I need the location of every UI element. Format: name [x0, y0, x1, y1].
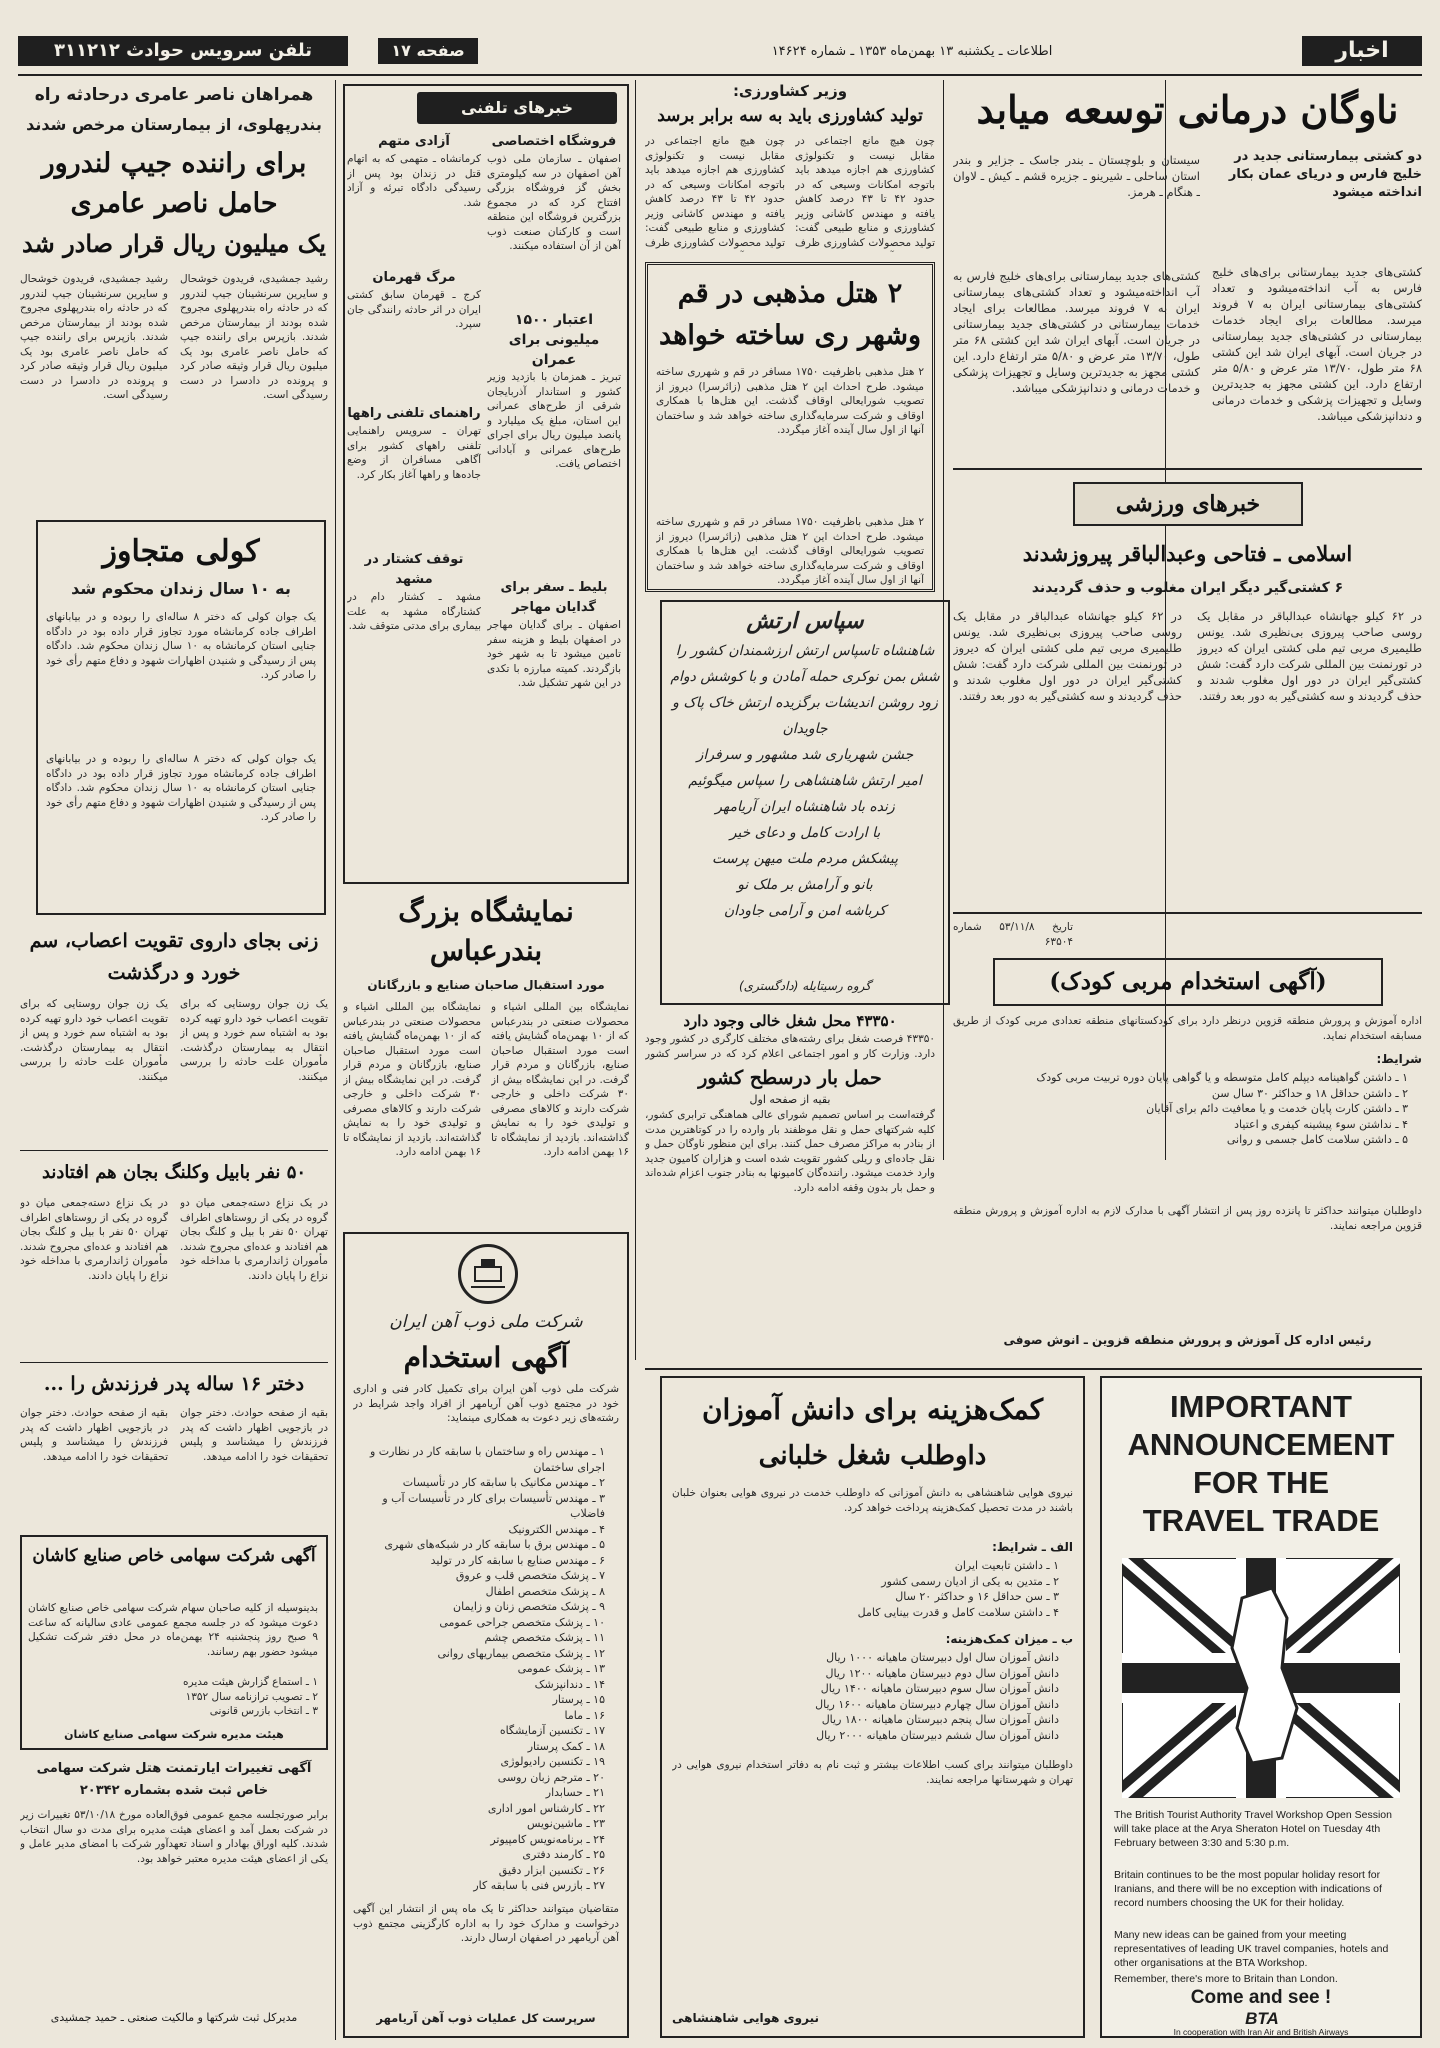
thanks-line: زنده باد شاهنشاه ایران آریامهر	[715, 799, 895, 815]
aid-rate: دانش آموزان سال دوم دبیرستان ماهیانه ۱۲۰۰ ریال	[825, 1666, 1059, 1680]
coolie-headline: کولی متجاوز	[102, 534, 260, 569]
condition-item: ۵ ـ داشتن سلامت کامل جسمی و روانی	[1226, 1133, 1408, 1146]
thanks-line: امیر ارتش شاهنشاهی را سپاس میگوئیم	[688, 773, 922, 789]
hotels-body: ۲ هتل مذهبی باظرفیت ۱۷۵۰ مسافر در قم و شهرری ساخته میشود. طرح احداث این ۲ هتل مذهبی (زائرسرا) دیروز از تصویب شورایعالی اوقاف گذشت. این هتل‌ها با همکاری اوقاف و شرکت سرمایه‌گذاری ساخته خواهد شد و ساختمان آنها از اول سال آینده آغاز میگردد.	[656, 366, 924, 436]
position-item: ۷ ـ پزشک متخصص قلب و عروق	[455, 1569, 605, 1582]
kashan-signature: هیئت مدیره شرکت سهامی صنایع کاشان	[64, 1728, 284, 1741]
bta-heading	[1102, 1388, 1420, 1548]
sports-article	[953, 478, 1422, 908]
hotels-body-cont: ۲ هتل مذهبی باظرفیت ۱۷۵۰ مسافر در قم و شهرری ساخته میشود. طرح احداث این ۲ هتل مذهبی (زائرسرا) دیروز از تصویب شورایعالی اوقاف گذشت. این هتل‌ها با همکاری اوقاف و شرکت سرمایه‌گذاری ساخته خواهد شد و ساختمان آنها از اول سال آینده آغاز میگردد.	[656, 516, 924, 585]
position-item: ۲۶ ـ تکنسین ابزار دقیق	[498, 1863, 605, 1877]
coolie-subhead: به ۱۰ سال زندان محکوم شد	[71, 579, 291, 598]
position-item: ۱۰ ـ پزشک متخصص جراحی عمومی	[439, 1615, 605, 1629]
aid-closing: داوطلبان میتوانند برای کسب اطلاعات بیشتر و ثبت نام به دفاتر استخدام نیروی هوایی در تهران و شهرستانها مراجعه نمایند.	[672, 1759, 1073, 1786]
cities-label: خبرهای تلفنی	[417, 92, 617, 124]
poison-body-a: یک زن جوان روستایی که برای تقویت اعصاب خود دارو تهیه کرده بود به اشتباه سم خورد و پس از انتقال به بیمارستان درگذشت. مأموران علت حادثه را بررسی میکنند.	[180, 998, 328, 1083]
registration-signature: مدیرکل ثبت شرکتها و مالکیت صنعتی ـ حمید جمشیدی	[50, 2011, 298, 2024]
aid-rate: دانش آموزان سال چهارم دبیرستان ماهیانه ۱۶۰۰ ریال	[815, 1697, 1059, 1711]
thanks-line: با ارادت کامل و دعای خیر	[729, 825, 881, 841]
exhibit-article	[343, 892, 629, 1222]
agenda-item: ۱ ـ استماع گزارش هیئت مدیره	[183, 1676, 318, 1688]
aid-rate: دانش آموزان سال پنجم دبیرستان ماهیانه ۱۸۰۰ ریال	[821, 1713, 1059, 1726]
position-item: ۲۰ ـ مترجم زبان روسی	[497, 1770, 605, 1784]
position-item: ۱۴ ـ دندانپزشک	[534, 1677, 605, 1691]
freight-body: گرفته‌است بر اساس تصمیم شورای عالی هماهنگی ترابری کشور، کلیه شرکتهای حمل و نقل موظفند بار وارده را در کوتاهترین مدت از بنادر به مراکز مصرف حمل کنند. برای این منظور ناوگان حمل و نقل جاده‌ای و ریلی کشور تقویت شده است و هزاران کامیون جدید وارد خدمت میشود. راننده‌گان کامیونها به بنادر جنوب اعزام شده‌اند و حمل بار بدون وقفه ادامه دارد.	[645, 1109, 935, 1194]
aid-condition: ۴ ـ داشتن سلامت کامل و قدرت بینایی کامل	[857, 1605, 1059, 1619]
bta-para-3: Many new ideas can be gained from your meeting representatives of leading UK travel companies, hotels and other organisations at the BTA Workshop.	[1114, 1929, 1389, 1969]
farming-body-a: چون هیچ مانع اجتماعی در مقابل نیست و تکنولوژی کشاورزی هم اجازه میدهد باید باتوجه امکانات وسیعی که در حدود ۴۲ تا ۴۳ درصد کاهش یافته و مهندس کاشانی وزیر کشاورزی و منابع طبیعی گفت: تولید محصولات کشاورزی ظرف	[795, 135, 935, 249]
city-item-title: آزادی متهم	[378, 134, 450, 149]
position-item: ۲ ـ مهندس مکانیک با سابقه کار در تأسیسات	[402, 1476, 605, 1489]
thanks-line: شاهنشاه تاسپاس ارتش ارزشمندان کشور را	[675, 643, 935, 659]
fleet-lead: دو کشتی بیمارستانی جدید در خلیج فارس و دریای عمان بکار انداخته میشود	[1228, 149, 1422, 200]
union-jack-icon	[1122, 1558, 1400, 1798]
position-item: ۱۵ ـ پرستار	[552, 1693, 605, 1706]
position-item: ۱۸ ـ کمک پرستار	[527, 1739, 605, 1753]
condition-item: ۱ ـ داشتن گواهینامه دیپلم کامل متوسطه و یا گواهی پایان دوره تربیت مربی کودک	[1036, 1071, 1408, 1084]
farming-kicker: وزیر کشاورزی:	[732, 82, 848, 100]
jobs-body: ۴۳۳۵۰ فرصت شغل برای رشته‌های مختلف کارگری در کشور وجود دارد. وزارت کار و امور اجتماعی اعلام کرد که در سراسر کشور	[645, 1033, 935, 1060]
exhibit-body-a: نمایشگاه بین المللی اشیاء و محصولات صنعتی در بندرعباس که از ۱۰ بهمن‌ماه گشایش یافته است مورد استقبال صاحبان صنایع، بازرگانان و مردم قرار گرفت. در این نمایشگاه بیش از ۳۰ شرکت داخلی و خارجی شرکت دارند و کالاهای مصرفی و تولیدی خود را به نمایش گذاشته‌اند. بازدید از نمایشگاه تا ۱۶ بهمن ادامه دارد.	[491, 1001, 629, 1158]
thanks-lines	[668, 638, 942, 968]
registration-ad	[20, 1758, 328, 2038]
city-item-title: اعتبار ۱۵۰۰ میلیونی برای عمران	[508, 312, 600, 368]
farming-article	[645, 80, 935, 255]
position-item: ۱۶ ـ ماما	[564, 1708, 605, 1722]
thanks-line: بانو و آرامش بر ملک نو	[737, 877, 873, 893]
kashan-body: بدینوسیله از کلیه صاحبان سهام شرکت سهامی خاص صنایع کاشان دعوت میشود که در جلسه مجمع عمومی عادی سالیانه که ساعت ۹ صبح روز پنجشنبه ۲۴ بهمن‌ماه در محل دفتر شرکت تشکیل میشود حضور بهم رسانند.	[28, 1602, 318, 1658]
coolie-body-cont: یک جوان کولی که دختر ۸ ساله‌ای را ربوده و در بیابانهای اطراف جاده کرمانشاه مورد تجاوز قرار داده بود در دادگاه جنایی استان کرمانشاه به ۱۰ سال زندان محکوم شد. دادگاه پس از رسیدگی و شنیدن اظهارات شهود و دفاع متهم رأی خود را صادر کرد.	[46, 753, 316, 823]
bta-footer: In cooperation with Iran Air and British Airways	[1173, 2027, 1349, 2037]
steel-ad	[343, 1232, 629, 2038]
girl-body-b: بقیه از صفحه حوادث. دختر جوان در بازجویی اظهار داشت که پدر فرزندش را میشناسد و پلیس تحقیقات خود را ادامه میدهد.	[20, 1407, 168, 1463]
position-item: ۲۵ ـ کارمند دفتری	[522, 1848, 605, 1861]
exhibit-lead: مورد استقبال صاحبان صنایع و بازرگانان	[367, 978, 605, 992]
jobs-real-block	[645, 1010, 935, 1060]
farming-body-b: چون هیچ مانع اجتماعی در مقابل نیست و تکنولوژی کشاورزی هم اجازه میدهد باید باتوجه امکانات وسیعی که در حدود ۴۲ تا ۴۳ درصد کاهش یافته و مهندس کاشانی وزیر کشاورزی و منابع طبیعی گفت: تولید محصولات کشاورزی ظرف	[645, 135, 785, 249]
girl-headline: دختر ۱۶ ساله پدر فرزندش را ...	[43, 1373, 305, 1395]
fleet-body-cont: کشتی‌های جدید بیمارستانی برای‌های خلیج فارس به آب انداخته‌میشود و تعداد کشتی‌های بیمارستانی ایران به ۷ فروند میرسد. مطالعات برای ایجاد خدمات بیمارستانی در کشتی‌های جدید بیمارستانی در جریان است. آبهای ایران شد این کشتی ۶۸ متر طول، ۱۳/۷۰ متر عرض و ۵/۸۰ متر ارتفاع دارد. این کشتی مجهز به جدیدترین وسایل و تجهیزات پزشکی و خدمات درمانی و دندانپزشکی میباشد.	[953, 269, 1200, 395]
aid-signature: نیروی هوایی شاهنشاهی	[672, 2011, 819, 2025]
sports-body-col1: در ۶۲ کیلو جهانشاه عبدالباقر در مقابل یک روسی صاحب پیروزی بی‌نظیری شد. یونس طلیمیری مربی تیم ملی کشتی ایران که دیروز در تورنمنت بین المللی شرکت دارد گفت: شش کشتی‌گیر ایران در دور اول مغلوب شدند و حذف گردیدند و سه کشتی‌گیر به دور بعد رفتند.	[1197, 609, 1422, 703]
bta-para-2: Britain continues to be the most popular holiday resort for Iranians, and there will be no exception with indications of record numbers choosing the UK for their holiday.	[1114, 1869, 1382, 1909]
teacher-conditions-label: شرایط:	[1376, 1052, 1422, 1066]
aid-rate: دانش آموزان سال اول دبیرستان ماهیانه ۱۰۰۰ ریال	[826, 1651, 1059, 1664]
position-item: ۶ ـ مهندس صنایع با سابقه کار در تولید	[430, 1553, 605, 1567]
aid-rates	[672, 1650, 1073, 1750]
aid-rate: دانش آموزان سال ششم دبیرستان ماهیانه ۲۰۰۰ ریال	[816, 1728, 1059, 1742]
fleet-article	[953, 80, 1422, 460]
teacher-conditions	[953, 1070, 1422, 1200]
city-item-body: کرج ـ قهرمان سابق کشتی ایران در اثر حادثه رانندگی جان سپرد.	[347, 289, 481, 330]
coolie-box	[36, 520, 326, 915]
condition-item: ۴ ـ نداشتن سوء پیشینه کیفری و اعتیاد	[1234, 1117, 1408, 1131]
bta-cta: Come and see !	[1190, 1987, 1332, 2008]
teacher-ad-date: تاریخ ۵۳/۱۱/۸ شماره ۶۳۵۰۴	[953, 921, 1073, 948]
city-item-body: اصفهان ـ سازمان ملی ذوب آهن اصفهان در سه کیلومتری بخش گز فروشگاه بزرگی افتتاح کرد که در مجموع بزرگترین فروشگاه این منطقه است و کارکنان صنعت ذوب آهن از آن استفاده میکنند.	[487, 153, 621, 252]
fleet-headline: ناوگان درمانی توسعه میابد	[976, 87, 1399, 132]
condition-item: ۲ ـ داشتن حداقل ۱۸ و حداکثر ۳۰ سال سن	[1211, 1086, 1408, 1100]
aid-rate: دانش آموزان سال سوم دبیرستان ماهیانه ۱۴۰۰ ریال	[820, 1682, 1059, 1695]
position-item: ۲۲ ـ کارشناس امور اداری	[487, 1801, 605, 1815]
poison-body-b: یک زن جوان روستایی که برای تقویت اعصاب خود دارو تهیه کرده بود به اشتباه سم خورد و پس از انتقال به بیمارستان درگذشت. مأموران علت حادثه را بررسی میکنند.	[20, 998, 168, 1083]
aid-headline: کمک‌هزینه برای دانش آموزان	[701, 1393, 1044, 1426]
jobs-headline: ۴۳۳۵۰ محل شغل خالی وجود دارد	[683, 1012, 897, 1030]
city-item-title: راهنمای تلفنی راهها	[347, 406, 481, 421]
aid-condition: ۳ ـ سن حداقل ۱۶ و حداکثر ۲۰ سال	[895, 1590, 1059, 1603]
position-item: ۱۹ ـ تکنسین رادیولوژی	[500, 1755, 605, 1768]
position-item: ۱۲ ـ پزشک متخصص بیماریهای روانی	[437, 1646, 605, 1660]
city-item-title: بلیط ـ سفر برای گدایان مهاجر	[500, 580, 608, 615]
condition-item: ۳ ـ داشتن کارت پایان خدمت و یا معافیت دائم برای آقایان	[1146, 1102, 1408, 1115]
position-item: ۱ ـ مهندس راه و ساختمان با سابقه کار در نظارت و اجرای ساختمان	[369, 1445, 605, 1474]
aid-condition: ۱ ـ داشتن تابعیت ایران	[954, 1559, 1059, 1572]
aid-rates-label: ب ـ میزان کمک‌هزینه:	[945, 1632, 1073, 1646]
sports-headline: اسلامی ـ فتاحی وعبدالباقر پیروزشدند	[1022, 541, 1353, 566]
position-item: ۲۳ ـ ماشین‌نویس	[526, 1817, 605, 1830]
position-item: ۲۴ ـ برنامه‌نویس کامپیوتر	[490, 1832, 605, 1846]
teacher-title-box	[993, 958, 1383, 1006]
registration-headline: آگهی تغییرات ایارتمنت هتل شرکت سهامی خاص ثبت شده بشماره ۲۰۳۴۲	[36, 1761, 312, 1798]
cities-box	[343, 84, 629, 884]
bta-heading-line: IMPORTANT	[1170, 1389, 1352, 1424]
sports-subhead: ۶ کشتی‌گیر دیگر ایران مغلوب و حذف گردیدند	[1031, 580, 1344, 596]
bta-ad	[1100, 1376, 1422, 2038]
crash-head-1: همراهان ناصر عامری درحادثه راه	[34, 85, 314, 105]
position-item: ۳ ـ مهندس تأسیسات برای کار در تأسیسات آب و فاضلاب	[382, 1491, 605, 1520]
city-item-title: مرگ قهرمان	[372, 270, 456, 285]
steel-positions	[353, 1444, 619, 1896]
aid-subhead: داوطلب شغل خلبانی	[758, 1441, 987, 1471]
kashan-agenda	[28, 1675, 318, 1723]
exhibit-body-b: نمایشگاه بین المللی اشیاء و محصولات صنعتی در بندرعباس که از ۱۰ بهمن‌ماه گشایش یافته است مورد استقبال صاحبان صنایع، بازرگانان و مردم قرار گرفت. در این نمایشگاه بیش از ۳۰ شرکت داخلی و خارجی شرکت دارند و کالاهای مصرفی و تولیدی خود را به نمایش گذاشته‌اند. بازدید از نمایشگاه تا ۱۶ بهمن ادامه دارد.	[343, 1001, 481, 1158]
kashan-ad	[20, 1535, 328, 1750]
steel-logo-icon	[461, 1247, 515, 1301]
aid-conditions	[672, 1558, 1073, 1624]
page-number-text: صفحه ۱۷	[391, 41, 465, 60]
city-item-body: تبریز ـ همزمان با بازدید وزیر کشور و استاندار آذربایجان شرقی از طرح‌های عمرانی این استان، مبلغ یک میلیارد و پانصد میلیون ریال برای اجرای طرح‌های عمرانی و آبادانی اختصاص یافت.	[487, 371, 621, 470]
thanks-line: کرباشه امن و آرامی جاودان	[723, 903, 887, 919]
exhibit-headline: نمایشگاه بزرگ	[398, 895, 574, 928]
brawl-headline: ۵۰ نفر بابیل وکلنگ بجان هم افتادند	[41, 1162, 307, 1183]
position-item: ۲۷ ـ بازرس فنی با سابقه کار	[473, 1879, 605, 1892]
fleet-ports: سیستان و بلوچستان ـ بندر جاسک ـ جزایر و بندر استان ساحلی ـ شیرینو ـ جزیره قشم ـ کیش ـ لاوان ـ هنگام ـ هرمز.	[953, 153, 1200, 199]
steel-intro: شرکت ملی ذوب آهن ایران برای تکمیل کادر فنی و اداری خود در مجتمع ذوب آهن آریامهر از افراد واجد شرایط در رشته‌های زیر دعوت به همکاری مینماید:	[353, 1383, 619, 1424]
aid-condition: ۲ ـ متدین به یکی از ادیان رسمی کشور	[881, 1574, 1059, 1588]
exhibit-subhead: بندرعباس	[429, 934, 543, 967]
girl-article	[20, 1368, 328, 1528]
teacher-closing: داوطلبان میتوانند حداکثر تا پانزده روز پس از انتشار آگهی با مدارک لازم به اداره آموزش و پرورش منطقه قزوین مراجعه نمایند.	[953, 1205, 1422, 1232]
masthead	[18, 32, 1422, 72]
city-item-body: تهران ـ سرویس راهنمایی تلفنی راههای کشور برای آگاهی مسافران از وضع جاده‌ها و راهها آغاز بکار کرد.	[347, 425, 481, 481]
thanks-line: پیشکش مردم ملت میهن پرست	[712, 851, 898, 867]
city-item-body: مشهد ـ کشتار دام در کشتارگاه مشهد به علت بیماری برای مدتی متوقف شد.	[347, 591, 481, 632]
coolie-body: یک جوان کولی که دختر ۸ ساله‌ای را ربوده و در بیابانهای اطراف جاده کرمانشاه مورد تجاوز قرار داده بود در دادگاه جنایی استان کرمانشاه به ۱۰ سال زندان محکوم شد. دادگاه پس از رسیدگی و شنیدن اظهارات شهود و دفاع متهم رأی خود را صادر کرد.	[46, 611, 316, 681]
city-item-title: فروشگاه اختصاصی	[491, 134, 617, 149]
bta-heading-line: ANNOUNCEMENT	[1127, 1427, 1395, 1462]
sports-label-box	[1073, 482, 1303, 526]
bta-para-4: Remember, there's more to Britain than London.	[1114, 1973, 1338, 1985]
agenda-item: ۲ ـ تصویب ترازنامه سال ۱۳۵۲	[185, 1690, 318, 1703]
steel-company: شرکت ملی ذوب آهن ایران	[389, 1312, 583, 1332]
bta-logo: BTA	[1245, 2010, 1279, 2028]
city-item-body: اصفهان ـ برای گدایان مهاجر در اصفهان بلیط و هزینه سفر تامین میشود تا به شهر خود بازگردند. کمیته مبارزه با تکدی در این شهر تشکیل شد.	[487, 619, 621, 689]
cities-col-right	[487, 132, 621, 880]
bta-heading-line: TRAVEL TRADE	[1142, 1503, 1380, 1538]
thanks-title: سپاس ارتش	[746, 608, 864, 634]
crash-head-3: برای راننده جیپ لندرور	[41, 148, 307, 179]
thanks-section	[660, 600, 950, 1005]
crash-article	[20, 80, 328, 510]
thanks-signature: گروه رسیتایله (دادگستری)	[739, 979, 871, 993]
agenda-item: ۳ ـ انتخاب بازرس قانونی	[209, 1705, 318, 1717]
teacher-signature: رئیس اداره کل آموزش و پرورش منطقه قزوین ـ انوش صوفی	[1003, 1333, 1372, 1347]
thanks-line: زود روشن اندیشات برگزیده ارتش خاک پاک و جاویدان	[672, 695, 938, 737]
position-item: ۹ ـ پزشک متخصص زنان و زایمان	[453, 1600, 605, 1613]
crash-body-b: رشید جمشیدی، فریدون خوشحال و سایرین سرنشینان جیپ لندرور که در حادثه راه بندرپهلوی مجروح شده بودند از بیمارستان مرخص شدند. بازپرس برای راننده جیپ که حامل ناصر عامری بود یک میلیون ریال قرار وثیقه صادر کرد و پرونده در دادسرا در دست رسیدگی است.	[20, 273, 168, 401]
thanks-line: جشن شهریاری شد مشهور و سرفراز	[696, 747, 914, 763]
brawl-article	[20, 1156, 328, 1356]
freight-block	[645, 1064, 935, 1364]
poison-article	[20, 925, 328, 1145]
crash-body-a: رشید جمشیدی، فریدون خوشحال و سایرین سرنشینان جیپ لندرور که در حادثه راه بندرپهلوی مجروح شده بودند از بیمارستان مرخص شدند. بازپرس برای راننده جیپ که حامل ناصر عامری بود یک میلیون ریال قرار وثیقه صادر کرد و پرونده در دادسرا در دست رسیدگی است.	[180, 273, 328, 401]
position-item: ۵ ـ مهندس برق با سابقه کار در شبکه‌های شهری	[384, 1538, 605, 1551]
aid-intro: نیروی هوایی شاهنشاهی به دانش آموزانی که داوطلب خدمت در نیروی هوایی بعنوان خلبان باشند در مدت تحصیل کمک‌هزینه پرداخت خواهد کرد.	[672, 1487, 1073, 1514]
steel-logo	[458, 1244, 518, 1304]
section-label: اخبار	[1302, 36, 1422, 66]
thanks-line: شش بمن نوکری حمله آمادن و با کوشش دوام	[670, 669, 940, 685]
position-item: ۱۷ ـ تکنسین آزمایشگاه	[499, 1724, 605, 1737]
poison-headline: زنی بجای داروی تقویت اعصاب، سم خورد و درگذشت	[29, 930, 319, 984]
crash-head-2: بندرپهلوی، از بیمارستان مرخص شدند	[26, 115, 322, 134]
steel-headline: آگهی استخدام	[403, 1341, 569, 1374]
steel-closing: متقاضیان میتوانند حداکثر تا یک ماه پس از انتشار این آگهی درخواست و مدارک خود را به اداره کارگزینی مجتمع ذوب آهن آریامهر در اصفهان ارسال دارند.	[353, 1903, 619, 1944]
freight-subhead: بقیه از صفحه اول	[749, 1093, 831, 1106]
teacher-headline: (آگهی استخدام مربی کودک)	[1049, 968, 1327, 995]
aid-conditions-label: الف ـ شرایط:	[992, 1540, 1073, 1554]
crash-head-4: حامل ناصر عامری	[70, 188, 278, 219]
brawl-body-b: در یک نزاع دسته‌جمعی میان دو گروه در یکی از روستاهای اطراف تهران ۵۰ نفر با بیل و کلنگ بجان هم افتادند و عده‌ای مجروح شدند. مأموران ژاندارمری با مداخله خود نزاع را پایان دادند.	[20, 1197, 168, 1282]
freight-headline: حمل بار درسطح کشور	[698, 1067, 882, 1089]
fleet-body: کشتی‌های جدید بیمارستانی برای‌های خلیج فارس به آب انداخته‌میشود و تعداد کشتی‌های بیمارستانی ایران به ۷ فروند میرسد. مطالعات برای ایجاد خدمات بیمارستانی در کشتی‌های جدید بیمارستانی در جریان است. آبهای ایران شد این کشتی ۶۸ متر طول، ۱۳/۷۰ متر عرض و ۵/۸۰ متر ارتفاع دارد. این کشتی مجهز به جدیدترین وسایل و تجهیزات پزشکی و خدمات درمانی و دندانپزشکی میباشد.	[1212, 265, 1422, 423]
teacher-ad	[953, 920, 1422, 1360]
farming-headline: تولید کشاورزی باید به سه برابر برسد	[657, 106, 923, 126]
position-item: ۲۱ ـ حسابدار	[545, 1786, 605, 1799]
union-jack-map	[1122, 1558, 1400, 1798]
sports-label: خبرهای ورزشی	[1115, 491, 1261, 517]
steel-signature: سرپرست کل عملیات ذوب آهن آریامهر	[376, 2011, 596, 2025]
accident-phone: تلفن سرویس حوادث ۳۱۱۲۱۲	[18, 36, 348, 66]
position-item: ۱۱ ـ پزشک متخصص چشم	[484, 1631, 605, 1644]
kashan-headline: آگهی شرکت سهامی خاص صنایع کاشان	[32, 1546, 316, 1566]
page-number-box	[378, 38, 478, 64]
bta-para-1: The British Tourist Authority Travel Workshop Open Session will take place at the Arya Sheraton Hotel on Tuesday 4th February between 3:30 and 5:30 p.m.	[1114, 1809, 1392, 1849]
cities-col-left	[347, 132, 481, 880]
dateline: اطلاعات ـ یکشنبه ۱۳ بهمن‌ماه ۱۳۵۳ ـ شماره ۱۴۶۲۴	[771, 44, 1053, 59]
position-item: ۱۳ ـ پزشک عمومی	[517, 1662, 605, 1675]
brawl-body-a: در یک نزاع دسته‌جمعی میان دو گروه در یکی از روستاهای اطراف تهران ۵۰ نفر با بیل و کلنگ بجان هم افتادند و عده‌ای مجروح شدند. مأموران ژاندارمری با مداخله خود نزاع را پایان دادند.	[180, 1197, 328, 1282]
crash-head-5: یک میلیون ریال قرار صادر شد	[22, 229, 326, 258]
aid-ad	[660, 1376, 1085, 2038]
registration-body: برابر صورتجلسه مجمع عمومی فوق‌العاده مورخ ۵۳/۱۰/۱۸ تغییرات زیر در شرکت بعمل آمد و اعضای هیئت مدیره برای مدت دو سال انتخاب شدند. کلیه اوراق بهادار و اسناد تعهدآور شرکت با امضای مدیر عامل و یکی از اعضای هیئت مدیره معتبر خواهد بود.	[20, 1809, 328, 1865]
city-item-body: کرمانشاه ـ متهمی که به اتهام قتل در زندان بود پس از رسیدگی دادگاه تبرئه و آزاد شد.	[347, 153, 481, 209]
position-item: ۴ ـ مهندس الکترونیک	[508, 1522, 605, 1536]
sports-body-col2: در ۶۲ کیلو جهانشاه عبدالباقر در مقابل یک روسی صاحب پیروزی بی‌نظیری شد. یونس طلیمیری مربی تیم ملی کشتی ایران که دیروز در تورنمنت بین المللی شرکت دارد گفت: شش کشتی‌گیر ایران در دور اول مغلوب شدند و حذف گردیدند و سه کشتی‌گیر به دور بعد رفتند.	[953, 609, 1182, 703]
position-item: ۸ ـ پزشک متخصص اطفال	[485, 1584, 605, 1598]
bta-heading-line: FOR THE	[1192, 1465, 1330, 1500]
hotels-block	[645, 262, 935, 592]
city-item-title: توقف کشتار در مشهد	[364, 552, 464, 587]
teacher-intro: اداره آموزش و پرورش منطقه قزوین درنظر دارد برای کودکستانهای منطقه تعدادی مربی کودک از طریق مسابقه استخدام نماید.	[953, 1015, 1422, 1042]
girl-body-a: بقیه از صفحه حوادث. دختر جوان در بازجویی اظهار داشت که پدر فرزندش را میشناسد و پلیس تحقیقات خود را ادامه میدهد.	[180, 1407, 328, 1463]
hotels-headline: ۲ هتل مذهبی در قم وشهر ری ساخته خواهد	[658, 278, 922, 351]
